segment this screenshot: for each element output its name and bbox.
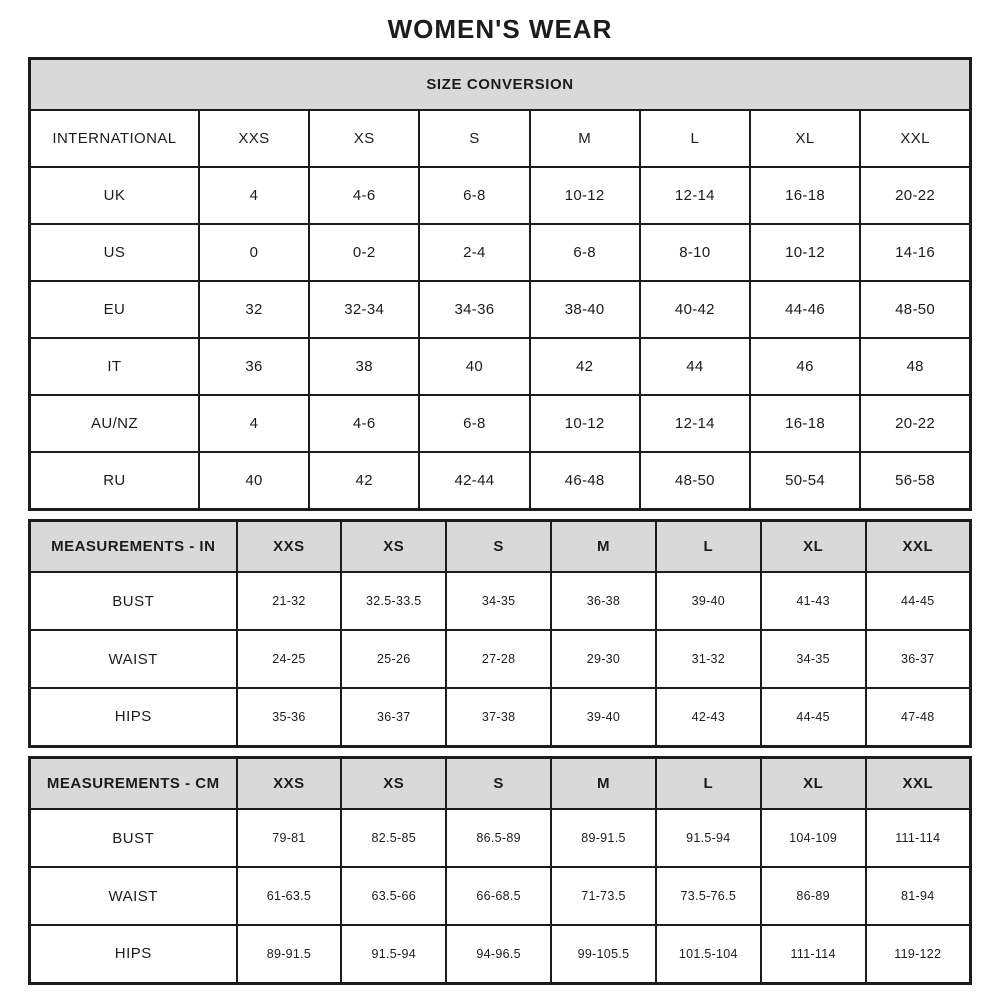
row-label: EU	[30, 281, 199, 338]
value-cell: 41-43	[761, 572, 866, 630]
value-cell: 4-6	[309, 167, 419, 224]
value-cell: 32-34	[309, 281, 419, 338]
row-label: UK	[30, 167, 199, 224]
table-title-cell: INTERNATIONAL	[30, 110, 199, 167]
row-label: HIPS	[30, 925, 237, 983]
value-cell: 10-12	[750, 224, 860, 281]
row-label: WAIST	[30, 630, 237, 688]
row-label: HIPS	[30, 688, 237, 746]
table-row	[30, 395, 971, 452]
value-cell: 0-2	[309, 224, 419, 281]
value-cell: 73.5-76.5	[656, 867, 761, 925]
value-cell: 46-48	[530, 452, 640, 509]
size-column-header: XS	[341, 520, 446, 572]
table-row	[30, 630, 971, 688]
row-label: BUST	[30, 572, 237, 630]
measurements-in-table	[28, 519, 972, 748]
value-cell: 27-28	[446, 630, 551, 688]
table-row	[30, 167, 971, 224]
size-column-header: XS	[309, 110, 419, 167]
measurements-cm-table	[28, 756, 972, 985]
value-cell: 99-105.5	[551, 925, 656, 983]
table-row	[30, 281, 971, 338]
value-cell: 40	[419, 338, 529, 395]
value-cell: 111-114	[761, 925, 866, 983]
value-cell: 6-8	[419, 167, 529, 224]
value-cell: 46	[750, 338, 860, 395]
value-cell: 86.5-89	[446, 809, 551, 867]
value-cell: 101.5-104	[656, 925, 761, 983]
value-cell: 29-30	[551, 630, 656, 688]
value-cell: 89-91.5	[551, 809, 656, 867]
value-cell: 4	[199, 395, 309, 452]
value-cell: 32	[199, 281, 309, 338]
row-label: US	[30, 224, 199, 281]
size-column-header: XXS	[237, 757, 342, 809]
size-column-header: XL	[761, 520, 866, 572]
table-row	[30, 925, 971, 983]
value-cell: 42-44	[419, 452, 529, 509]
table-title-cell: MEASUREMENTS - CM	[30, 757, 237, 809]
size-column-header: S	[446, 757, 551, 809]
size-column-header: M	[551, 757, 656, 809]
value-cell: 20-22	[860, 167, 970, 224]
size-conversion-section	[28, 57, 972, 511]
size-column-header: S	[446, 520, 551, 572]
table-row	[30, 338, 971, 395]
value-cell: 4-6	[309, 395, 419, 452]
row-label: BUST	[30, 809, 237, 867]
value-cell: 36-37	[341, 688, 446, 746]
value-cell: 56-58	[860, 452, 970, 509]
table-header-row	[30, 757, 971, 809]
row-label: AU/NZ	[30, 395, 199, 452]
value-cell: 47-48	[866, 688, 971, 746]
value-cell: 12-14	[640, 395, 750, 452]
value-cell: 66-68.5	[446, 867, 551, 925]
measurements-in-section	[28, 519, 972, 748]
size-column-header: XXS	[199, 110, 309, 167]
value-cell: 34-36	[419, 281, 529, 338]
table-banner-row	[30, 58, 971, 110]
value-cell: 25-26	[341, 630, 446, 688]
value-cell: 4	[199, 167, 309, 224]
size-column-header: XXL	[866, 520, 971, 572]
value-cell: 104-109	[761, 809, 866, 867]
value-cell: 82.5-85	[341, 809, 446, 867]
size-column-header: XXL	[866, 757, 971, 809]
size-column-header: XS	[341, 757, 446, 809]
value-cell: 61-63.5	[237, 867, 342, 925]
value-cell: 119-122	[866, 925, 971, 983]
table-row	[30, 688, 971, 746]
value-cell: 36-38	[551, 572, 656, 630]
row-label: RU	[30, 452, 199, 509]
value-cell: 42-43	[656, 688, 761, 746]
value-cell: 42	[530, 338, 640, 395]
value-cell: 16-18	[750, 395, 860, 452]
table-banner: SIZE CONVERSION	[30, 58, 971, 110]
size-column-header: XXS	[237, 520, 342, 572]
value-cell: 38-40	[530, 281, 640, 338]
value-cell: 20-22	[860, 395, 970, 452]
table-header-row	[30, 110, 971, 167]
size-column-header: M	[551, 520, 656, 572]
value-cell: 10-12	[530, 395, 640, 452]
value-cell: 44	[640, 338, 750, 395]
size-column-header: XL	[750, 110, 860, 167]
value-cell: 0	[199, 224, 309, 281]
value-cell: 21-32	[237, 572, 342, 630]
value-cell: 71-73.5	[551, 867, 656, 925]
size-column-header: S	[419, 110, 529, 167]
value-cell: 37-38	[446, 688, 551, 746]
measurements-cm-section	[28, 756, 972, 985]
value-cell: 8-10	[640, 224, 750, 281]
size-column-header: L	[656, 757, 761, 809]
value-cell: 34-35	[446, 572, 551, 630]
value-cell: 10-12	[530, 167, 640, 224]
table-row	[30, 224, 971, 281]
value-cell: 48-50	[860, 281, 970, 338]
row-label: WAIST	[30, 867, 237, 925]
value-cell: 36-37	[866, 630, 971, 688]
size-column-header: L	[640, 110, 750, 167]
value-cell: 86-89	[761, 867, 866, 925]
value-cell: 94-96.5	[446, 925, 551, 983]
value-cell: 91.5-94	[341, 925, 446, 983]
table-row	[30, 452, 971, 509]
row-label: IT	[30, 338, 199, 395]
value-cell: 40	[199, 452, 309, 509]
value-cell: 14-16	[860, 224, 970, 281]
value-cell: 24-25	[237, 630, 342, 688]
value-cell: 35-36	[237, 688, 342, 746]
value-cell: 12-14	[640, 167, 750, 224]
size-column-header: XXL	[860, 110, 970, 167]
table-header-row	[30, 520, 971, 572]
value-cell: 16-18	[750, 167, 860, 224]
table-row	[30, 867, 971, 925]
value-cell: 81-94	[866, 867, 971, 925]
value-cell: 39-40	[656, 572, 761, 630]
size-column-header: L	[656, 520, 761, 572]
value-cell: 32.5-33.5	[341, 572, 446, 630]
value-cell: 111-114	[866, 809, 971, 867]
value-cell: 48	[860, 338, 970, 395]
value-cell: 79-81	[237, 809, 342, 867]
value-cell: 44-46	[750, 281, 860, 338]
page-title: WOMEN'S WEAR	[387, 14, 613, 44]
value-cell: 42	[309, 452, 419, 509]
value-cell: 6-8	[419, 395, 529, 452]
value-cell: 6-8	[530, 224, 640, 281]
value-cell: 50-54	[750, 452, 860, 509]
value-cell: 36	[199, 338, 309, 395]
value-cell: 38	[309, 338, 419, 395]
value-cell: 40-42	[640, 281, 750, 338]
value-cell: 44-45	[761, 688, 866, 746]
value-cell: 63.5-66	[341, 867, 446, 925]
size-conversion-table	[28, 57, 972, 511]
value-cell: 34-35	[761, 630, 866, 688]
size-column-header: XL	[761, 757, 866, 809]
value-cell: 31-32	[656, 630, 761, 688]
table-row	[30, 572, 971, 630]
value-cell: 2-4	[419, 224, 529, 281]
table-title-cell: MEASUREMENTS - IN	[30, 520, 237, 572]
value-cell: 39-40	[551, 688, 656, 746]
table-row	[30, 809, 971, 867]
value-cell: 89-91.5	[237, 925, 342, 983]
value-cell: 48-50	[640, 452, 750, 509]
value-cell: 91.5-94	[656, 809, 761, 867]
value-cell: 44-45	[866, 572, 971, 630]
size-column-header: M	[530, 110, 640, 167]
